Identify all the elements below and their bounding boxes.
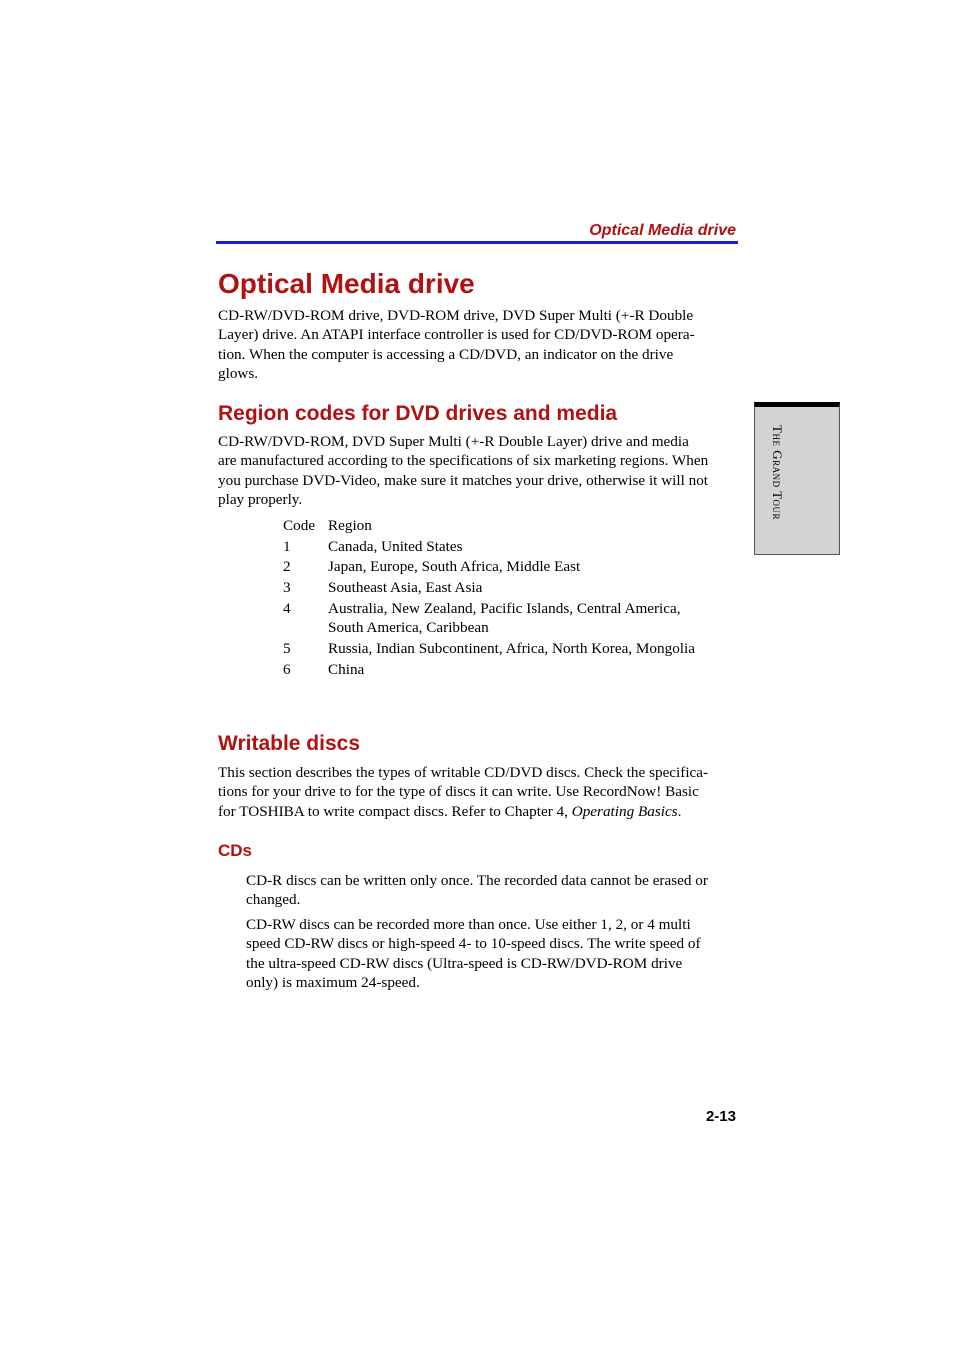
code-cell: 4: [283, 600, 291, 617]
writable-paragraph: [218, 763, 736, 821]
section-heading-region-codes: Region codes for DVD drives and media: [218, 402, 618, 425]
column-header-region: Region: [328, 517, 372, 534]
column-header-code: Code: [283, 517, 316, 534]
text-line: CD-R discs can be written only once. The recorded data cannot be erased or: [246, 872, 708, 889]
region-cell: Canada, United States: [328, 538, 463, 555]
region-cell: South America, Caribbean: [328, 619, 489, 636]
text-line: [218, 802, 736, 821]
text-line: changed.: [246, 891, 301, 909]
chapter-tab-label: The Grand Tour: [770, 425, 785, 521]
text-span: .: [677, 802, 682, 820]
text-line: you purchase DVD-Video, make sure it matches your drive, otherwise it will not: [218, 471, 709, 489]
code-cell: 2: [283, 558, 291, 575]
header-rule: [216, 241, 738, 244]
cdr-paragraph: [246, 871, 736, 910]
page-number: 2-13: [705, 1108, 736, 1125]
section-heading-writable-discs: Writable discs: [218, 732, 360, 755]
text-line: CD-RW/DVD-ROM, DVD Super Multi (+-R Double Layer) drive and media: [218, 433, 689, 450]
text-line: Layer) drive. An ATAPI interface controller is used for CD/DVD-ROM opera-: [218, 326, 695, 344]
running-header: Optical Media drive: [589, 222, 736, 239]
region-cell: Southeast Asia, East Asia: [328, 579, 483, 596]
code-cell: 1: [283, 538, 291, 555]
intro-paragraph: [218, 306, 736, 383]
region-cell: Russia, Indian Subcontinent, Africa, North Korea, Mongolia: [328, 640, 695, 657]
code-cell: 6: [283, 661, 291, 678]
text-line: tion. When the computer is accessing a CD/DVD, an indicator on the drive: [218, 345, 674, 363]
text-line: This section describes the types of writable CD/DVD discs. Check the specifica-: [218, 764, 709, 781]
text-line: play properly.: [218, 490, 303, 508]
text-line: only) is maximum 24-speed.: [246, 973, 420, 991]
subsection-heading-cds: CDs: [218, 841, 253, 860]
text-line: glows.: [218, 364, 259, 382]
region-paragraph: [218, 432, 736, 509]
chapter-reference: Operating Basics: [571, 802, 678, 820]
region-cell: Australia, New Zealand, Pacific Islands, Central America,: [328, 600, 681, 617]
text-line: CD-RW/DVD-ROM drive, DVD-ROM drive, DVD Super Multi (+-R Double: [218, 307, 694, 324]
text-line: tions for your drive to for the type of discs it can write. Use RecordNow! Basic: [218, 783, 699, 801]
text-line: speed CD-RW discs or high-speed 4- to 10-speed discs. The write speed of: [246, 935, 701, 953]
cdrw-paragraph: [246, 915, 736, 992]
text-line: the ultra-speed CD-RW discs (Ultra-speed is CD-RW/DVD-ROM drive: [246, 954, 683, 972]
page-title: Optical Media drive: [218, 268, 475, 299]
code-cell: 3: [283, 579, 291, 596]
code-cell: 5: [283, 640, 291, 657]
chapter-side-tab: [754, 402, 840, 555]
region-cell: China: [328, 661, 365, 678]
text-line: are manufactured according to the specifications of six marketing regions. When: [218, 452, 709, 470]
region-cell: Japan, Europe, South Africa, Middle East: [328, 558, 581, 575]
text-span: for TOSHIBA to write compact discs. Refer to Chapter 4,: [218, 802, 572, 820]
text-line: CD-RW discs can be recorded more than once. Use either 1, 2, or 4 multi: [246, 916, 691, 933]
